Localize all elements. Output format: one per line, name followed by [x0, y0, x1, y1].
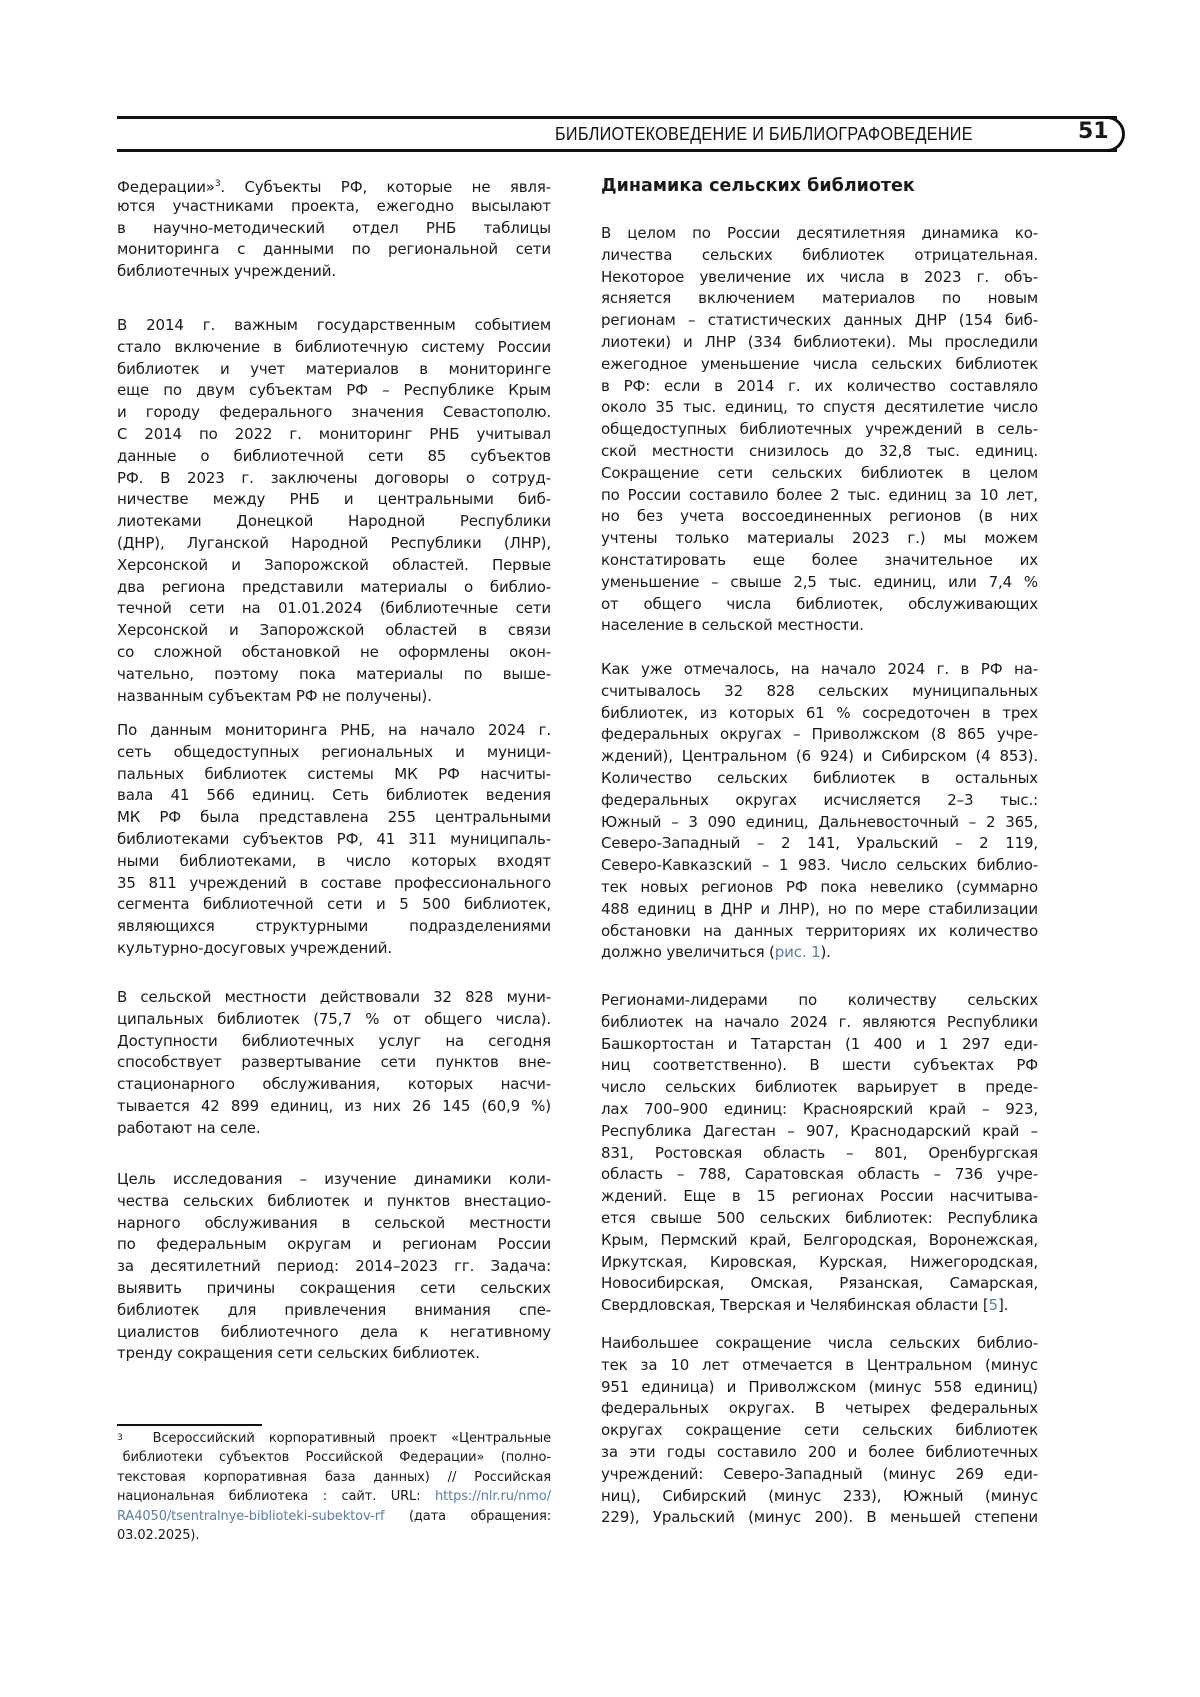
footnote-url-link[interactable]: https://nlr.ru/nmo/ — [435, 1489, 551, 1504]
text-line: библиотек и учет материалов в мониторинге — [117, 359, 551, 381]
text-line: библиотеками субъектов РФ, 41 311 муниципаль- — [117, 829, 551, 851]
left-paragraph-1 — [117, 174, 551, 283]
footnote-number: 3 — [117, 1429, 123, 1448]
paragraph-lines — [601, 990, 1038, 1295]
text-line: ждений. Еще в 15 регионах России насчитыва- — [601, 1186, 1038, 1208]
text-line: ской местности снизилось до 32,8 тыс. единиц. — [601, 441, 1038, 463]
text-line: библиотечных учреждений. — [117, 261, 551, 283]
text-line: способствует развертывание сети пунктов вне- — [117, 1052, 551, 1074]
text-line: общедоступных библиотечных учреждений в сель- — [601, 419, 1038, 441]
paragraph-lines — [117, 315, 551, 707]
text-line: В целом по России десятилетняя динамика ко- — [601, 223, 1038, 245]
text-line: федеральных округах. В четырех федеральных — [601, 1398, 1038, 1420]
text-line: Как уже отмечалось, на начало 2024 г. в РФ на- — [601, 659, 1038, 681]
text-line — [117, 1487, 551, 1506]
text-line: за десятилетний период: 2014–2023 гг. Задача: — [117, 1256, 551, 1278]
text-line: Новосибирская, Омская, Рязанская, Самарская, — [601, 1273, 1038, 1295]
text-line: ниц), Сибирский (минус 233), Южный (минус — [601, 1486, 1038, 1508]
paragraph-lines — [601, 1333, 1038, 1529]
text-line: область – 788, Саратовская область – 736 учре- — [601, 1164, 1038, 1186]
text-line: лиотеки) и ЛНР (334 библиотеки). Мы проследили — [601, 332, 1038, 354]
right-paragraph-2 — [601, 659, 1038, 964]
text-line — [601, 942, 1038, 964]
text-line: тек за 10 лет отмечается в Центральном (минус — [601, 1355, 1038, 1377]
text-line: течной сети на 01.01.2024 (библиотечные сети — [117, 598, 551, 620]
text-line: Доступности библиотечных услуг на сегодня — [117, 1031, 551, 1053]
left-paragraph-2 — [117, 315, 551, 707]
text-line: Республика Дагестан – 907, Краснодарский край – — [601, 1121, 1038, 1143]
text-line: число сельских библиотек варьирует в преде- — [601, 1077, 1038, 1099]
paragraph-lines — [601, 223, 1038, 637]
text-line: пальных библиотек системы МК РФ насчиты- — [117, 764, 551, 786]
right-paragraph-4 — [601, 1333, 1038, 1529]
text-line: стало включение в библиотечную систему России — [117, 337, 551, 359]
paragraph-lines — [117, 196, 551, 283]
text-line: 229), Уральский (минус 200). В меньшей степени — [601, 1507, 1038, 1529]
paragraph-lines — [117, 1448, 551, 1487]
text-line: Южный – 3 090 единиц, Дальневосточный – 2 365, — [601, 812, 1038, 834]
text-fragment: . Субъекты РФ, которые не явля- — [220, 178, 551, 196]
text-line: население в сельской местности. — [601, 615, 1038, 637]
text-line: Цель исследования – изучение динамики коли- — [117, 1169, 551, 1191]
paragraph-lines — [117, 720, 551, 960]
text-line: ются участниками проекта, ежегодно высылают — [117, 196, 551, 218]
text-line — [117, 174, 551, 196]
text-line: федеральных округах – Приволжском (8 865 учре- — [601, 724, 1038, 746]
text-line: ными библиотеками, в число которых входят — [117, 851, 551, 873]
footnote-url-link-continued[interactable]: RA4050/tsentralnye-biblioteki-subektov-rf — [117, 1509, 385, 1524]
text-line: сегмента библиотечной сети и 5 500 библиотек, — [117, 894, 551, 916]
left-paragraph-5 — [117, 1169, 551, 1365]
header-rule-top — [117, 116, 1117, 119]
text-line: Регионами-лидерами по количеству сельских — [601, 990, 1038, 1012]
text-line: ясняется включением материалов по новым — [601, 288, 1038, 310]
text-line: нарного обслуживания в сельской местности — [117, 1213, 551, 1235]
text-fragment: ). — [820, 943, 830, 961]
text-line: (ДНР), Луганской Народной Республики (ЛНР), — [117, 533, 551, 555]
text-line: Некоторое увеличение их числа в 2023 г. объ- — [601, 267, 1038, 289]
reference-link[interactable]: 5 — [989, 1296, 998, 1314]
left-paragraph-3 — [117, 720, 551, 960]
text-line: и городу федерального значения Севастополю. — [117, 402, 551, 424]
text-line: учтены только материалы 2023 г.) мы можем — [601, 528, 1038, 550]
text-line: около 35 тыс. единиц, то спустя десятилетие число — [601, 397, 1038, 419]
footnote-rule — [117, 1424, 262, 1426]
text-line: констатировать еще более значительное их — [601, 550, 1038, 572]
text-line: от общего числа библиотек, обслуживающих — [601, 594, 1038, 616]
text-line: работают на селе. — [117, 1118, 551, 1140]
text-line: МК РФ была представлена 255 центральными — [117, 807, 551, 829]
section-heading: Динамика сельских библиотек — [601, 176, 915, 196]
text-line: 03.02.2025). — [117, 1526, 551, 1545]
right-paragraph-3 — [601, 990, 1038, 1317]
text-fragment: ]. — [998, 1296, 1008, 1314]
text-line: 35 811 учреждений в составе профессионального — [117, 873, 551, 895]
text-line: со сложной обстановкой не оформлены окон- — [117, 642, 551, 664]
text-line: Северо-Кавказский – 1 983. Число сельских библио- — [601, 855, 1038, 877]
text-line: 488 единиц в ДНР и ЛНР), но по мере стабилизации — [601, 899, 1038, 921]
text-line: ежегодное уменьшение числа сельских библиотек — [601, 354, 1038, 376]
text-line: По данным мониторинга РНБ, на начало 2024 г. — [117, 720, 551, 742]
text-fragment: Всероссийский корпоративный проект «Центральные — [153, 1431, 551, 1446]
text-line: но без учета воссоединенных регионов (в них — [601, 506, 1038, 528]
text-line: лиотеками Донецкой Народной Республики — [117, 511, 551, 533]
text-line: ничестве между РНБ и центральными биб- — [117, 489, 551, 511]
text-line: регионам – статистических данных ДНР (154 биб- — [601, 310, 1038, 332]
text-line: РФ. В 2023 г. заключены договоры о сотруд- — [117, 468, 551, 490]
paragraph-lines — [117, 987, 551, 1140]
text-line: текстовая корпоративная база данных) // Российская — [117, 1468, 551, 1487]
text-fragment: Федерации» — [117, 178, 215, 196]
text-fragment: должно увеличиться ( — [601, 943, 775, 961]
text-line: по России составило более 2 тыс. единиц за 10 лет, — [601, 485, 1038, 507]
paragraph-lines — [117, 1169, 551, 1365]
text-line: вала 41 566 единиц. Сеть библиотек ведения — [117, 785, 551, 807]
text-line: 951 единица) и Приволжском (минус 558 единиц) — [601, 1377, 1038, 1399]
text-fragment: (дата обращения: — [385, 1509, 551, 1524]
text-line — [117, 1507, 551, 1526]
text-line: лах 700–900 единиц: Красноярский край – 923, — [601, 1099, 1038, 1121]
text-line: ниц соответственно). В шести субъектах РФ — [601, 1055, 1038, 1077]
text-line: Наибольшее сокращение числа сельских библио- — [601, 1333, 1038, 1355]
text-line: Херсонской и Запорожской областей в связи — [117, 620, 551, 642]
text-line: Башкортостан и Татарстан (1 400 и 1 297 еди- — [601, 1034, 1038, 1056]
running-title: БИБЛИОТЕКОВЕДЕНИЕ И БИБЛИОГРАФОВЕДЕНИЕ — [555, 124, 973, 145]
text-line: по федеральным округам и регионам России — [117, 1234, 551, 1256]
text-fragment: Свердловская, Тверская и Челябинская области [ — [601, 1296, 989, 1314]
text-line: В сельской местности действовали 32 828 муни- — [117, 987, 551, 1009]
text-line: С 2014 по 2022 г. мониторинг РНБ учитывал — [117, 424, 551, 446]
text-line: библиотек на начало 2024 г. являются Республики — [601, 1012, 1038, 1034]
text-line: Иркутская, Кировская, Курская, Нижегородская, — [601, 1252, 1038, 1274]
text-line: названным субъектам РФ не получены). — [117, 686, 551, 708]
header-rule-bottom — [117, 149, 1117, 152]
text-line: личества сельских библиотек отрицательная. — [601, 245, 1038, 267]
text-line: библиотек для привлечения внимания спе- — [117, 1300, 551, 1322]
text-line: чательно, поэтому пока материалы по выше- — [117, 664, 551, 686]
right-paragraph-1 — [601, 223, 1038, 637]
text-line: библиотек, из которых 61 % сосредоточен в трех — [601, 703, 1038, 725]
footnote — [117, 1429, 551, 1545]
text-line: федеральных округах исчисляется 2–3 тыс.: — [601, 790, 1038, 812]
text-line: тренду сокращения сети сельских библиотек. — [117, 1343, 551, 1365]
text-line: выявить причины сокращения сети сельских — [117, 1278, 551, 1300]
text-line: в научно-методический отдел РНБ таблицы — [117, 218, 551, 240]
text-line: Крым, Пермский край, Белгородская, Воронежская, — [601, 1230, 1038, 1252]
text-line: ципальных библиотек (75,7 % от общего числа). — [117, 1009, 551, 1031]
text-line: обстановки на данных территориях их количество — [601, 921, 1038, 943]
text-line: Сокращение сети сельских библиотек в целом — [601, 463, 1038, 485]
text-line: округах сокращение сети сельских библиотек — [601, 1420, 1038, 1442]
text-line: еще по двум субъектам РФ – Республике Крым — [117, 380, 551, 402]
text-line: два региона представили материалы о библио- — [117, 577, 551, 599]
paragraph-lines — [601, 659, 1038, 942]
text-line: тывается 42 899 единиц, из них 26 145 (60,9 %) — [117, 1096, 551, 1118]
text-line: циалистов библиотечного дела к негативному — [117, 1322, 551, 1344]
text-line — [117, 1429, 551, 1448]
text-line: считывалось 32 828 сельских муниципальных — [601, 681, 1038, 703]
text-line: являющихся структурными подразделениями — [117, 916, 551, 938]
text-line: ждений), Центральном (6 924) и Сибирском (4 853). — [601, 746, 1038, 768]
text-line: данные о библиотечной сети 85 субъектов — [117, 446, 551, 468]
page-number: 51 — [1078, 119, 1109, 144]
text-line: культурно-досуговых учреждений. — [117, 938, 551, 960]
text-line: мониторинга с данными по региональной сети — [117, 239, 551, 261]
text-line: Херсонской и Запорожской областей. Первые — [117, 555, 551, 577]
text-line: Количество сельских библиотек в остальных — [601, 768, 1038, 790]
text-line: чества сельских библиотек и пунктов внестацио- — [117, 1191, 551, 1213]
text-line — [601, 1295, 1038, 1317]
text-line: Северо-Западный – 2 141, Уральский – 2 119, — [601, 833, 1038, 855]
figure-link[interactable]: рис. 1 — [775, 943, 821, 961]
left-paragraph-4 — [117, 987, 551, 1140]
text-line: библиотеки субъектов Российской Федерации» (полно- — [117, 1448, 551, 1467]
text-line: за эти годы составило 200 и более библиотечных — [601, 1442, 1038, 1464]
text-fragment: национальная библиотека : сайт. URL: — [117, 1489, 435, 1504]
text-line: стационарного обслуживания, которых насчи- — [117, 1074, 551, 1096]
text-line: в РФ: если в 2014 г. их количество составляло — [601, 376, 1038, 398]
footnote-ref[interactable]: 3 — [215, 179, 221, 189]
text-line: тек новых регионов РФ пока невелико (суммарно — [601, 877, 1038, 899]
text-line: учреждений: Северо-Западный (минус 269 еди- — [601, 1464, 1038, 1486]
text-line: уменьшение – свыше 2,5 тыс. единиц, или 7,4 % — [601, 572, 1038, 594]
text-line: сеть общедоступных региональных и муници- — [117, 742, 551, 764]
text-line: 831, Ростовская область – 801, Оренбургская — [601, 1143, 1038, 1165]
text-line: ется свыше 500 сельских библиотек: Республика — [601, 1208, 1038, 1230]
text-line: В 2014 г. важным государственным событием — [117, 315, 551, 337]
